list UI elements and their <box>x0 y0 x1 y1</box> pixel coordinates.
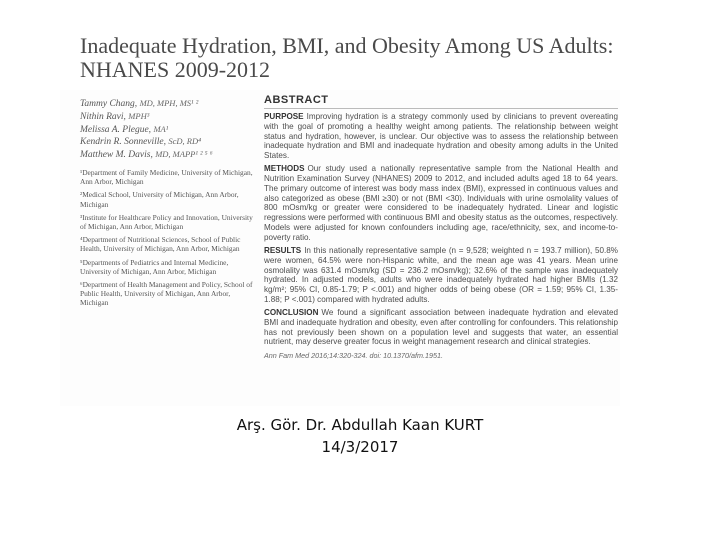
author-name: Tammy Chang, <box>80 99 138 109</box>
abstract-results <box>264 246 618 305</box>
section-label: RESULTS <box>264 245 302 255</box>
presenter-name: Arş. Gör. Dr. Abdullah Kaan KURT <box>236 416 484 434</box>
author-degrees: ScD, RD⁴ <box>168 136 202 147</box>
affiliation: ⁶Department of Health Management and Policy, School of Public Health, University of Michigan, Ann Arbor, Michigan <box>80 280 253 308</box>
abstract-conclusion <box>264 308 618 347</box>
author-degrees: MD, MPH, MS¹ ² <box>139 98 199 108</box>
citation: Ann Fam Med 2016;14:320-324. doi: 10.1370/afm.1951. <box>264 351 444 361</box>
author-name: Melissa A. Plegue, <box>80 124 152 135</box>
affiliation: ³Institute for Healthcare Policy and Innovation, University of Michigan, Ann Arbor, Michigan <box>80 212 253 232</box>
section-label: PURPOSE <box>264 111 304 121</box>
author-name: Kendrin R. Sonneville, <box>80 137 167 148</box>
author-degrees: MA¹ <box>153 123 169 134</box>
section-label: CONCLUSION <box>264 307 319 317</box>
abstract <box>264 96 618 361</box>
author-degrees: MPH³ <box>128 110 150 121</box>
author-list <box>80 98 260 162</box>
paper-excerpt <box>60 90 620 406</box>
author <box>80 149 260 162</box>
author <box>80 136 260 149</box>
abstract-purpose <box>264 112 618 161</box>
abstract-methods <box>264 164 618 243</box>
affiliation: ⁴Department of Nutritional Sciences, School of Public Health, University of Michigan, Ann Arbor, Michigan <box>80 235 241 254</box>
slide-title: Inadequate Hydration, BMI, and Obesity Among US Adults: NHANES 2009-2012 <box>80 33 614 82</box>
author <box>80 111 260 124</box>
affiliation: ²Medical School, University of Michigan, Ann Arbor, Michigan <box>80 190 239 209</box>
affiliation: ¹Department of Family Medicine, University of Michigan, Ann Arbor, Michigan <box>80 168 253 187</box>
section-text: We found a significant association between inadequate hydration and elevated BMI and inadequate hydration and obesity, even after controlling for confounders. This relationship has not previously been shown on a population level and suggests that water, an essential nutrient, may deserve greater focus in weight management research and clinical strategies. <box>264 307 618 347</box>
section-label: METHODS <box>264 164 305 174</box>
author-name: Nithin Ravi, <box>80 111 126 122</box>
affiliation: ⁵Departments of Pediatrics and Internal Medicine, University of Michigan, Ann Arbor, Michigan <box>80 257 229 276</box>
section-text: In this nationally representative sample (n = 9,528; weighted n = 193.7 million), 50.8% were women, 64.5% were non-Hispanic white, and the mean age was 41 years. Mean urine osmolality was 631.4 mOsm/kg (SD = 236.2 mOsm/kg); 32.6% of the sample was inadequately hydrated. In adjusted models, adults who were inadequately hydrated had higher BMIs (1.32 kg/m²; 95% CI, 0.85-1.79; P <.001) and higher odds of being obese (OR = 1.59; 95% CI, 1.35-1.88; P <.001) compared with hydrated adults. <box>264 245 618 305</box>
section-text: Our study used a nationally representative sample from the National Health and Nutrition Examination Survey (NHANES) 2009 to 2012, and included adults aged 18 to 64 years. The primary outcome of interest was body mass index (BMI), expressed in continuous values and also categorized as obese (BMI ≥30) or not (BMI <30). Individuals with urine osmolality values of 800 mOsm/kg or greater were considered to be inadequately hydrated. Linear and logistic regressions were performed with continuous BMI and obesity status as the outcomes, respectively. Models were adjusted for known confounders including age, race/ethnicity, sex, and income-to-poverty ratio. <box>264 164 618 242</box>
author <box>80 124 260 137</box>
author <box>80 98 260 111</box>
affiliation-list <box>80 168 258 312</box>
abstract-heading: ABSTRACT <box>264 96 618 109</box>
author-degrees: MD, MAPP¹ ² ⁵ ⁶ <box>155 149 213 160</box>
presentation-date: 14/3/2017 <box>321 438 399 456</box>
author-name: Matthew M. Davis, <box>80 150 153 161</box>
section-text: Improving hydration is a strategy commonly used by clinicians to prevent overeating with the goal of promoting a healthy weight among patients. The relationship between weight status and hydration, however, is unclear. Our objective was to assess the relationship between inadequate hydration and BMI and inadequate hydration and obesity among adults in the United States. <box>264 111 618 161</box>
